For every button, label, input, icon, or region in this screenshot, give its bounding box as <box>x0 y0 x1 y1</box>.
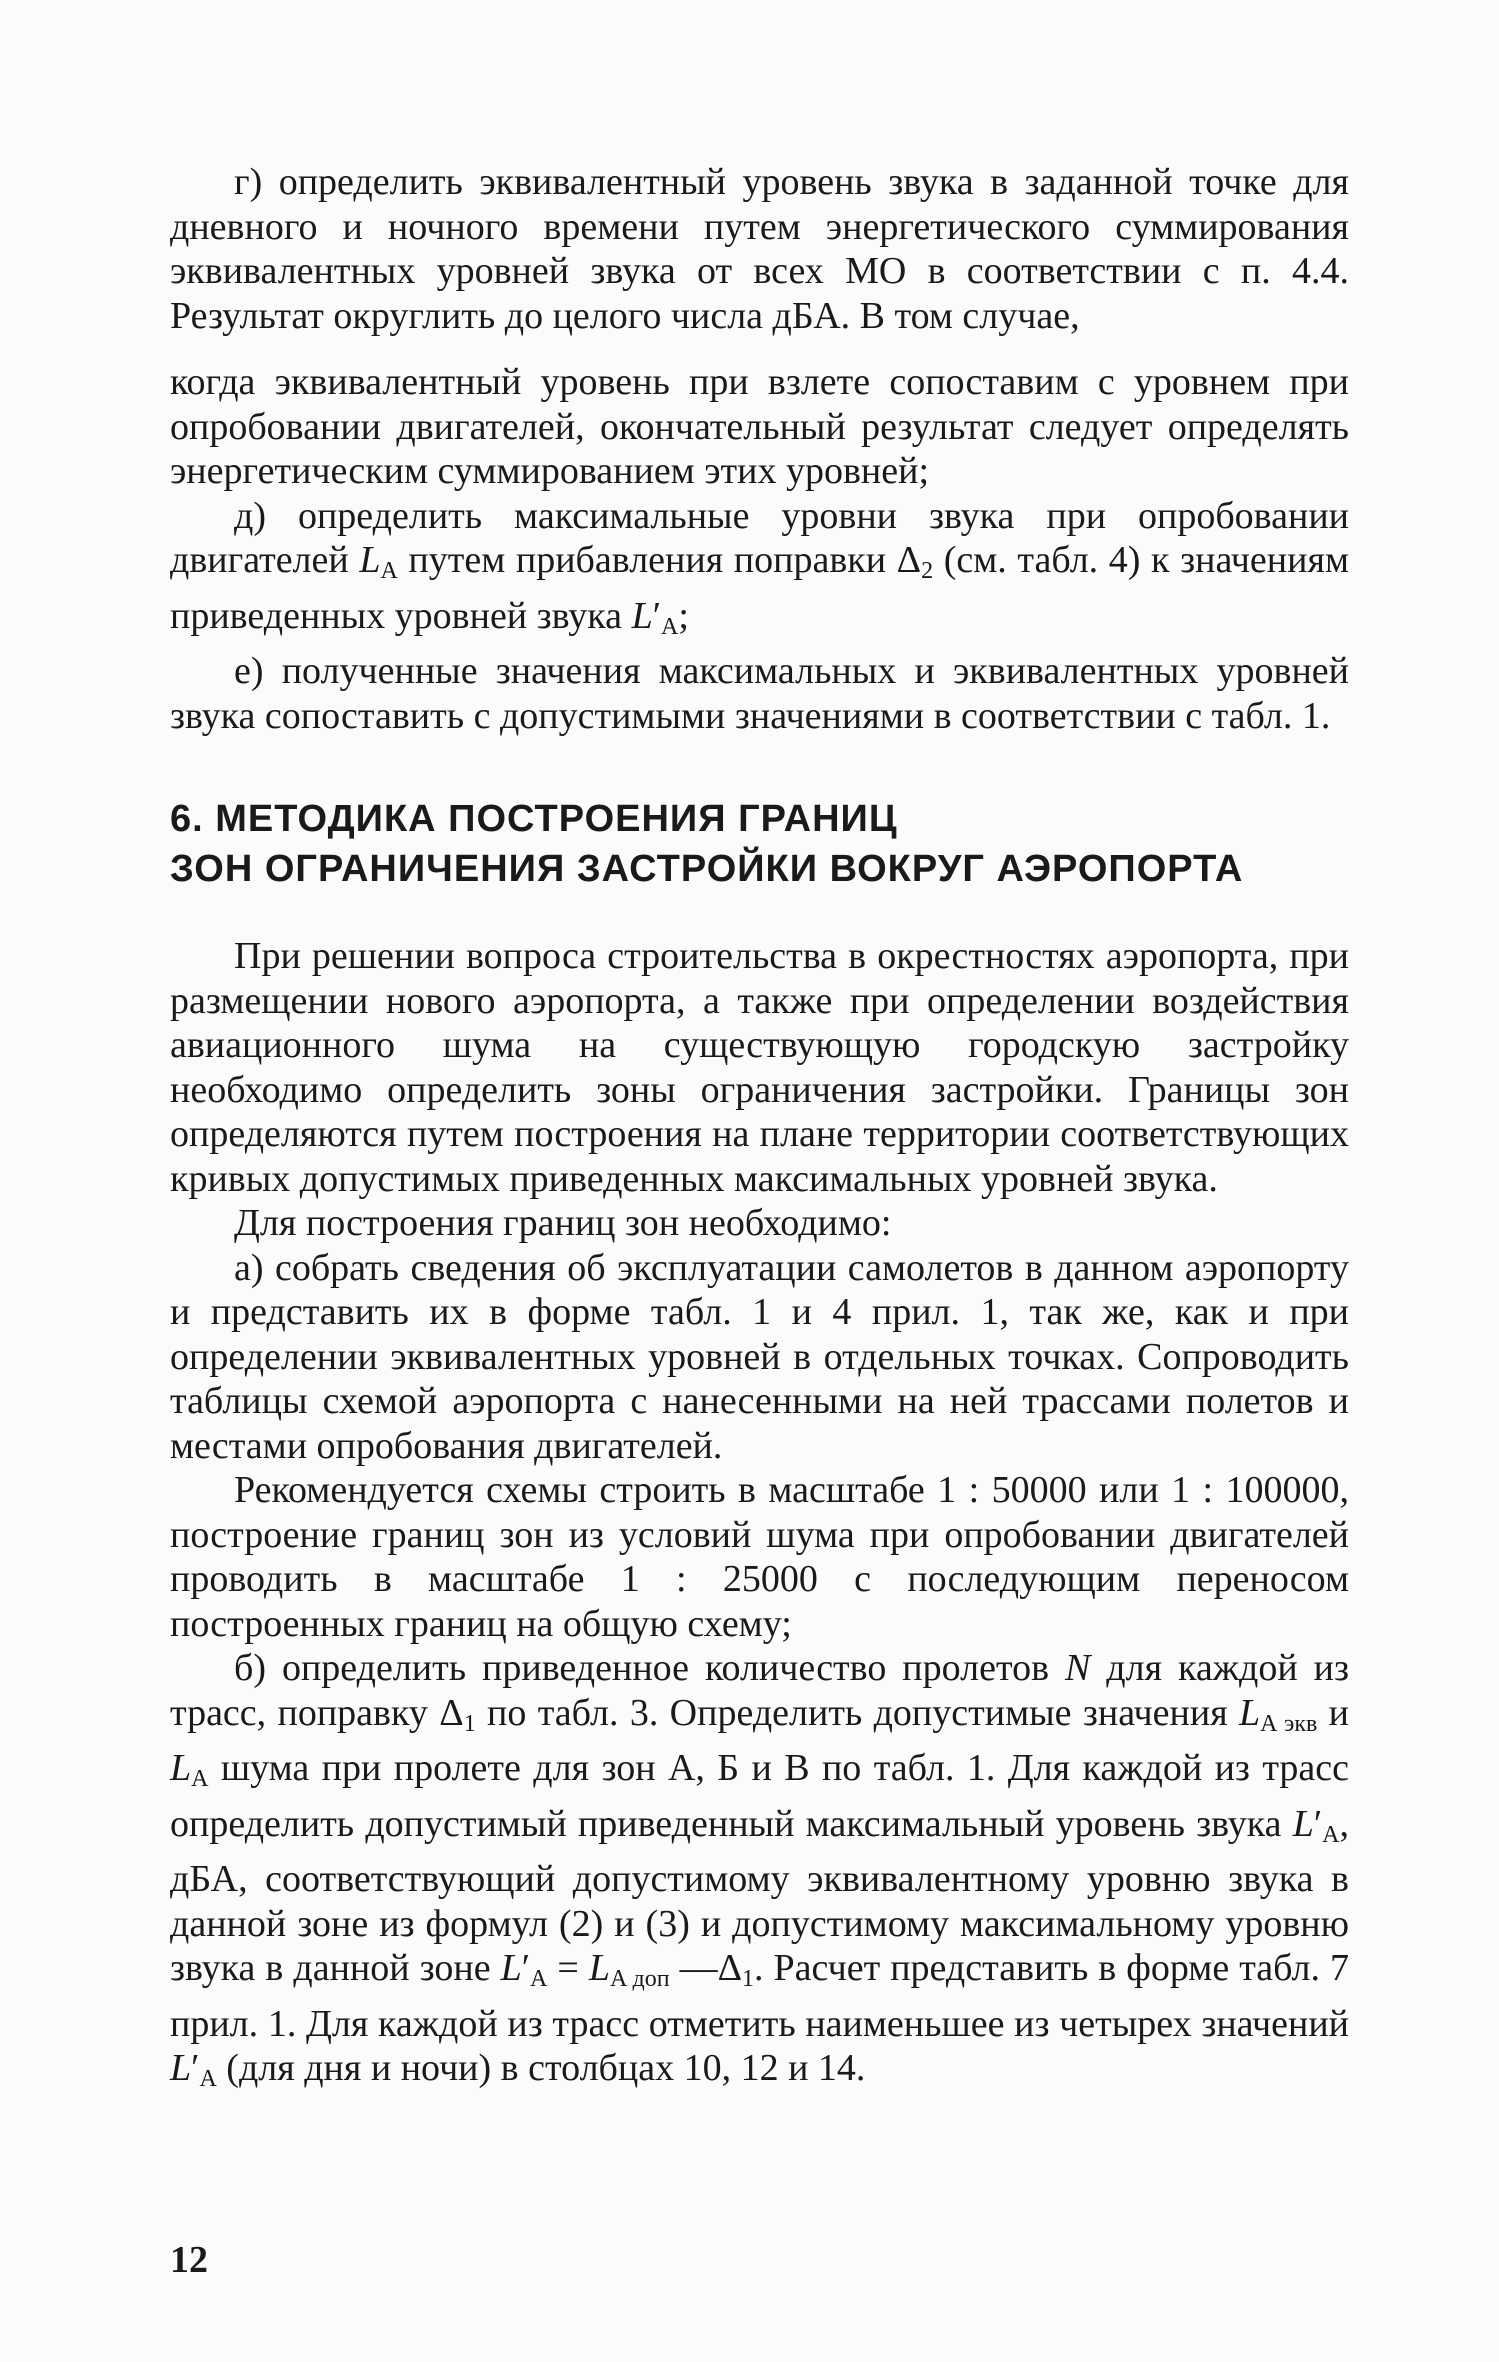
symbol-L-prime: L <box>170 2047 192 2089</box>
paragraph-g-part1: г) определить эквивалентный уровень звука в заданной точке для дневного и ночного времени путем энергетического суммирования эквивалентных уровней звука от всех МО в соответствии с п. 4.4. Результат округлить до целого числа дБА. В том случае, <box>170 161 1349 337</box>
subscript-A-ekv: A экв <box>1260 1710 1318 1737</box>
paragraph-d: д) определить максимальные уровни звука при опробовании двигателей $L_A$ путем прибавления поправки $\Delta_2$ (см. табл. 4) к значениям приведенных уровней звука $L'_A$; <box>170 494 1349 640</box>
symbol-L: L <box>1239 1691 1261 1734</box>
subscript-1: 1 <box>742 1966 755 1992</box>
subscript-2: 2 <box>921 558 934 584</box>
symbol-L-prime: L <box>1292 1802 1314 1845</box>
paragraph-g-part2: когда эквивалентный уровень при взлете сопоставим с уровнем при опробовании двигателей, окончательный результат следует определять энергетическим суммированием этих уровней; <box>170 361 1349 492</box>
paragraph-intro: При решении вопроса строительства в окрестностях аэропорта, при размещении нового аэропорта, а также при определении воздействия авиационного шума на существующую городскую застройку необходимо определить зоны ограничения застройки. Границы зон определяются путем построения на плане территории соответствующих кривых допустимых приведенных максимальных уровней звука. <box>170 935 1349 1200</box>
symbol-L-prime: L <box>631 594 653 637</box>
subscript-A: A <box>191 1766 209 1792</box>
subscript-A: A <box>380 558 398 584</box>
symbol-L-prime: L <box>500 1947 522 1989</box>
heading-line-2: ЗОН ОГРАНИЧЕНИЯ ЗАСТРОЙКИ ВОКРУГ АЭРОПОРТА <box>170 848 1244 890</box>
symbol-N: N <box>1064 1647 1091 1689</box>
subscript-1: 1 <box>463 1710 476 1737</box>
paragraph-need: Для построения границ зон необходимо: <box>234 1202 892 1244</box>
heading-line-1: 6. МЕТОДИКА ПОСТРОЕНИЯ ГРАНИЦ <box>170 798 898 840</box>
symbol-L: L <box>588 1947 610 1989</box>
subscript-A: A <box>1322 1821 1340 1848</box>
subscript-A: A <box>530 1966 548 1992</box>
page-number: 12 <box>170 2239 208 2281</box>
paragraph-e: е) полученные значения максимальных и эквивалентных уровней звука сопоставить с допустимыми значениями в соответствии с табл. 1. <box>170 650 1349 737</box>
symbol-L: L <box>170 1747 192 1789</box>
paragraph-b: б) определить приведенное количество пролетов N для каждой из трасс, поправку $\Delta_1$ по табл. 3. Определить допустимые значения $L_{A экв}$ и $L_A$ шума при пролете для зон А, Б и В по табл. 1. Для каждой из трасс определить допустимый приведенный максимальный уровень звука $L'_A$, дБА, соответствующий допустимому эквивалентному уровню звука в данной зоне из формул (2) и (3) и допустимому максимальному уровню звука в данной зоне $L'_A = L_{A доп}$ $—\Delta_1$. Расчет представить в форме табл. 7 прил. 1. Для каждой из трасс отметить наименьшее из четырех значений $L'_A$ (для дня и ночи) в столбцах 10, 12 и 14. <box>170 1647 1350 2092</box>
subscript-A: A <box>199 2066 217 2092</box>
subscript-A-dop: A доп <box>609 1966 670 1992</box>
paragraph-recommend: Рекомендуется схемы строить в масштабе 1 : 50000 или 1 : 100000, построение границ зон из условий шума при опробовании двигателей проводить в масштабе 1 : 25000 с последующим переносом построенных границ на общую схему; <box>170 1469 1349 1645</box>
symbol-L: L <box>359 539 381 581</box>
subscript-A: A <box>661 613 679 640</box>
paragraph-a: а) собрать сведения об эксплуатации самолетов в данном аэропорту и представить их в форме табл. 1 и 4 прил. 1, так же, как и при определении эквивалентных уровней в отдельных точках. Сопроводить таблицы схемой аэропорта с нанесенными на ней трассами полетов и местами опробования двигателей. <box>170 1246 1349 1467</box>
section-heading <box>170 794 1349 894</box>
